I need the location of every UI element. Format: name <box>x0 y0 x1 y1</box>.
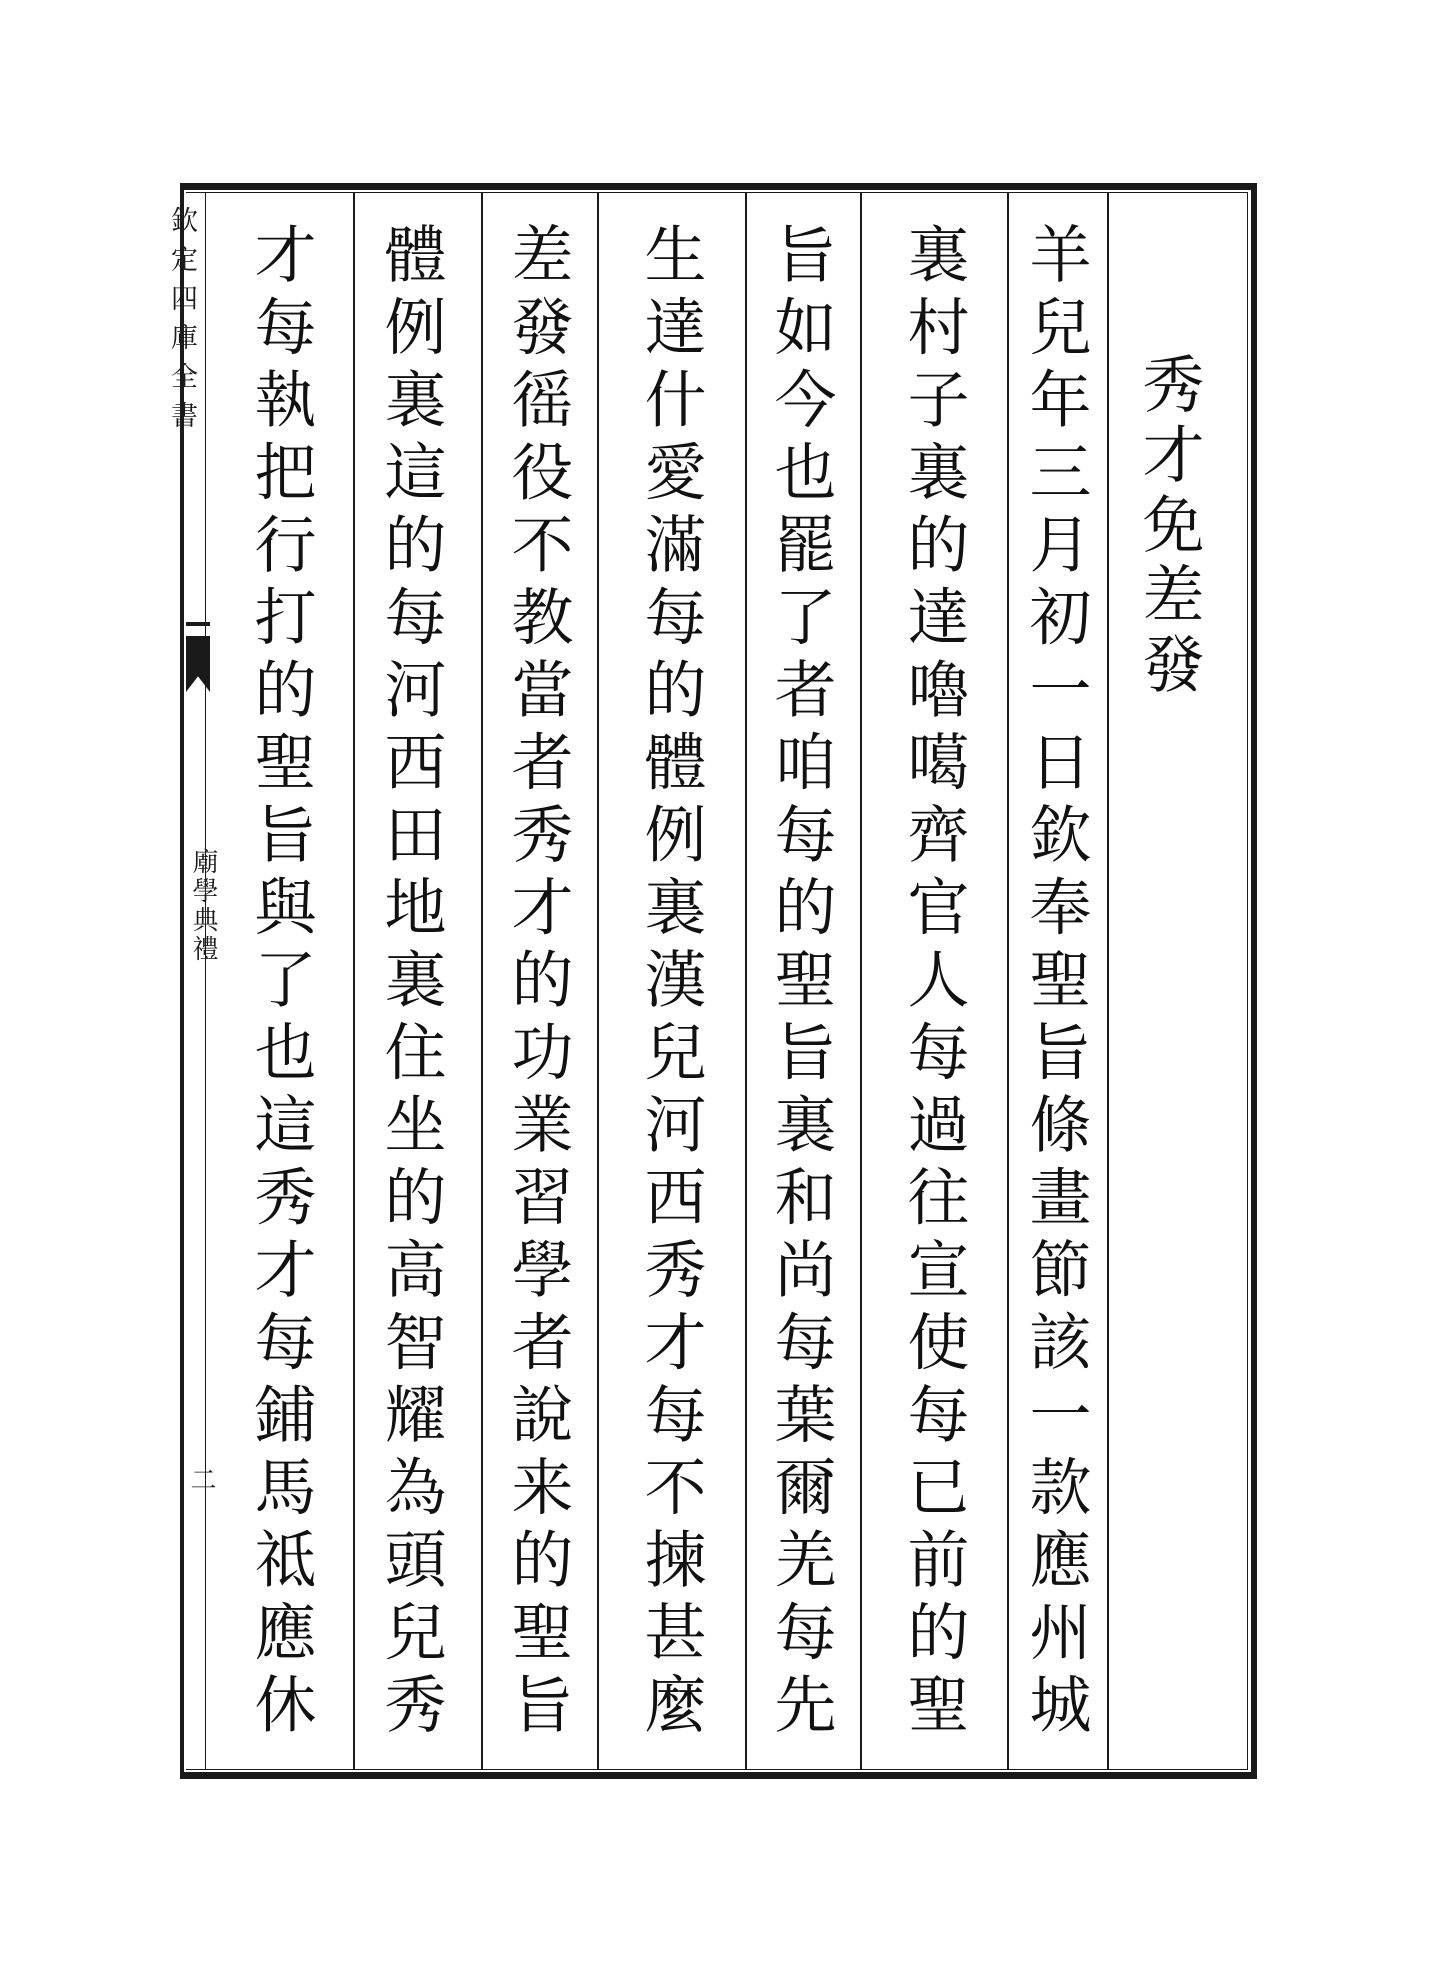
column-divider <box>1107 192 1109 1770</box>
fishtail-bar <box>186 622 210 626</box>
fold-book-title: 欽定四庫全書 <box>166 206 197 440</box>
text-column-6: 體例裏這的每河西田地裏住坐的高智耀為頭兒秀 <box>374 222 447 1745</box>
text-column-5: 差發徭役不教當者秀才的功業習學者說来的聖旨 <box>501 222 574 1745</box>
column-divider <box>745 192 747 1770</box>
text-column-1: 羊兒年三月初一日欽奉聖旨條畫節該一款應州城 <box>1019 222 1092 1745</box>
fold-page-number: 二 <box>186 1466 216 1492</box>
text-column-4: 生達什愛滿每的體例裏漢兒河西秀才每不揀甚麼 <box>634 222 707 1745</box>
column-divider <box>860 192 862 1770</box>
text-column-2: 裏村子裏的達嚕噶齊官人每過往宣使每已前的聖 <box>897 222 970 1745</box>
heading-column: 秀才免差發 <box>1132 352 1205 702</box>
fold-section-title: 廟學典禮 <box>188 848 218 964</box>
column-divider <box>353 192 355 1770</box>
column-divider <box>481 192 483 1770</box>
column-divider <box>597 192 599 1770</box>
text-column-3: 旨如今也罷了者咱每的聖旨裏和尚每葉爾羌每先 <box>764 222 837 1745</box>
column-divider <box>1007 192 1009 1770</box>
text-column-7: 才每執把行打的聖旨與了也這秀才每鋪馬祗應休 <box>244 222 317 1745</box>
